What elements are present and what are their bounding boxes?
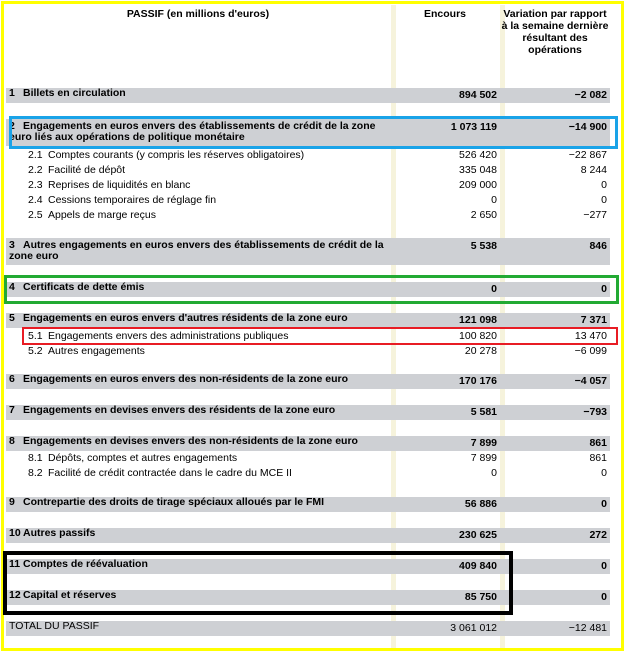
row-variation: −277	[583, 209, 607, 221]
row-label: Engagements en devises envers des résidents de la zone euro	[23, 404, 336, 416]
table-row: 5.1 Engagements envers des administrations publiques 100 820 13 470	[6, 329, 610, 344]
header-encours: Encours	[423, 8, 466, 20]
row-variation: −6 099	[574, 345, 607, 357]
row-variation: 861	[589, 437, 607, 449]
total-row	[6, 621, 610, 636]
header-passif: PASSIF (en millions d'euros)	[126, 8, 270, 20]
table-row: 7 Engagements en devises envers des résidents de la zone euro 5 581 −793	[6, 405, 610, 420]
table-row: 6 Engagements en euros envers des non-résidents de la zone euro 170 176 −4 057	[6, 374, 610, 389]
row-encours: 0	[491, 467, 497, 479]
table-row: 1 Billets en circulation 894 502 −2 082	[6, 88, 610, 103]
row-label: Comptes courants (y compris les réserves obligatoires)	[48, 149, 305, 161]
row-variation: 7 371	[580, 314, 607, 326]
row-variation: 0	[601, 194, 607, 206]
row-variation: 272	[589, 529, 607, 541]
table-row: 2 Engagements en euros envers des établissements de crédit de la zone euro liés aux opérations de politique monétaire 1 073 119 −14 900	[6, 119, 610, 146]
row-variation: −4 057	[574, 375, 607, 387]
row-variation: −2 082	[574, 89, 607, 101]
row-variation: 861	[589, 452, 607, 464]
table-row: 2.5 Appels de marge reçus 2 650 −277	[6, 208, 610, 223]
row-label: Appels de marge reçus	[48, 209, 156, 221]
row-label: Engagements en euros envers des établissements de crédit de la zone euro liés aux opérations de politique monétaire	[9, 120, 376, 143]
row-encours: 56 886	[464, 498, 497, 510]
table-row: 2.1 Comptes courants (y compris les réserves obligatoires) 526 420 −22 867	[6, 148, 610, 163]
row-encours: 894 502	[459, 89, 497, 101]
row-encours: 209 000	[459, 179, 497, 191]
row-encours: 409 840	[459, 560, 497, 572]
highlight-box-blue	[9, 116, 618, 149]
highlight-box-green	[4, 275, 619, 304]
row-label: Dépôts, comptes et autres engagements	[48, 452, 238, 464]
row-encours: 0	[491, 194, 497, 206]
row-variation: −14 900	[568, 121, 607, 133]
row-encours: 20 278	[464, 345, 497, 357]
row-encours: 2 650	[470, 209, 497, 221]
row-label: Autres engagements	[48, 345, 145, 357]
row-encours: 170 176	[459, 375, 497, 387]
table-row: 2.3 Reprises de liquidités en blanc 209 000 0	[6, 178, 610, 193]
table-row: 12 Capital et réserves 85 750 0	[6, 590, 610, 605]
row-label: Engagements en euros envers d'autres résidents de la zone euro	[23, 312, 348, 324]
row-encours: 121 098	[459, 314, 497, 326]
table-row: 4 Certificats de dette émis 0 0	[6, 282, 610, 297]
row-encours: 7 899	[470, 452, 497, 464]
row-label: Autres passifs	[23, 527, 96, 539]
header-variation: Variation par rapport à la semaine dernière résultant des opérations	[501, 8, 609, 56]
total-variation: −12 481	[568, 622, 607, 634]
table-row: 8.1 Dépôts, comptes et autres engagements 7 899 861	[6, 451, 610, 466]
row-label: Cessions temporaires de réglage fin	[48, 194, 217, 206]
table-row: 3 Autres engagements en euros envers des établissements de crédit de la zone euro 5 538 846	[6, 238, 610, 265]
table-row: 2.2 Facilité de dépôt 335 048 8 244	[6, 163, 610, 178]
row-variation: −793	[583, 406, 607, 418]
table-header	[6, 8, 610, 70]
row-label: Autres engagements en euros envers des établissements de crédit de la zone euro	[9, 239, 384, 262]
row-encours: 1 073 119	[450, 121, 497, 133]
row-encours: 5 581	[470, 406, 497, 418]
row-encours: 85 750	[464, 591, 497, 603]
row-encours: 526 420	[459, 149, 497, 161]
row-variation: −22 867	[568, 149, 607, 161]
table-row: 2.4 Cessions temporaires de réglage fin 0 0	[6, 193, 610, 208]
table-row: 8 Engagements en devises envers des non-résidents de la zone euro 7 899 861	[6, 436, 610, 451]
row-label: Contrepartie des droits de tirage spéciaux alloués par le FMI	[23, 496, 325, 508]
row-label: Comptes de réévaluation	[23, 558, 148, 570]
row-encours: 335 048	[459, 164, 497, 176]
row-variation: 0	[601, 560, 607, 572]
row-label: Billets en circulation	[23, 87, 126, 99]
row-label: Reprises de liquidités en blanc	[48, 179, 191, 191]
row-encours: 7 899	[470, 437, 497, 449]
row-encours: 5 538	[470, 240, 497, 252]
row-variation: 8 244	[580, 164, 607, 176]
row-label: Capital et réserves	[23, 589, 117, 601]
row-variation: 0	[601, 498, 607, 510]
row-label: Engagements envers des administrations publiques	[48, 330, 289, 342]
row-variation: 13 470	[574, 330, 607, 342]
total-label: TOTAL DU PASSIF	[9, 620, 100, 632]
row-variation: 0	[601, 591, 607, 603]
table-row: 11 Comptes de réévaluation 409 840 0	[6, 559, 610, 574]
row-label: Facilité de crédit contractée dans le cadre du MCE II	[48, 467, 292, 479]
table-row: 10 Autres passifs 230 625 272	[6, 528, 610, 543]
row-encours: 230 625	[459, 529, 497, 541]
row-encours: 0	[491, 283, 497, 295]
row-variation: 846	[589, 240, 607, 252]
highlight-box-black	[3, 551, 513, 615]
row-label: Engagements en euros envers des non-résidents de la zone euro	[23, 373, 349, 385]
row-label: Engagements en devises envers des non-résidents de la zone euro	[23, 435, 358, 447]
table-row: 5 Engagements en euros envers d'autres résidents de la zone euro 121 098 7 371	[6, 313, 610, 328]
row-label: Facilité de dépôt	[48, 164, 126, 176]
table-row: 8.2 Facilité de crédit contractée dans le cadre du MCE II 0 0	[6, 466, 610, 481]
row-variation: 0	[601, 179, 607, 191]
row-variation: 0	[601, 283, 607, 295]
table-row: 5.2 Autres engagements 20 278 −6 099	[6, 344, 610, 359]
row-encours: 100 820	[459, 330, 497, 342]
row-label: Certificats de dette émis	[23, 281, 145, 293]
highlight-box-red	[22, 327, 618, 345]
table-row: 9 Contrepartie des droits de tirage spéciaux alloués par le FMI 56 886 0	[6, 497, 610, 512]
row-variation: 0	[601, 467, 607, 479]
total-encours: 3 061 012	[450, 622, 497, 634]
